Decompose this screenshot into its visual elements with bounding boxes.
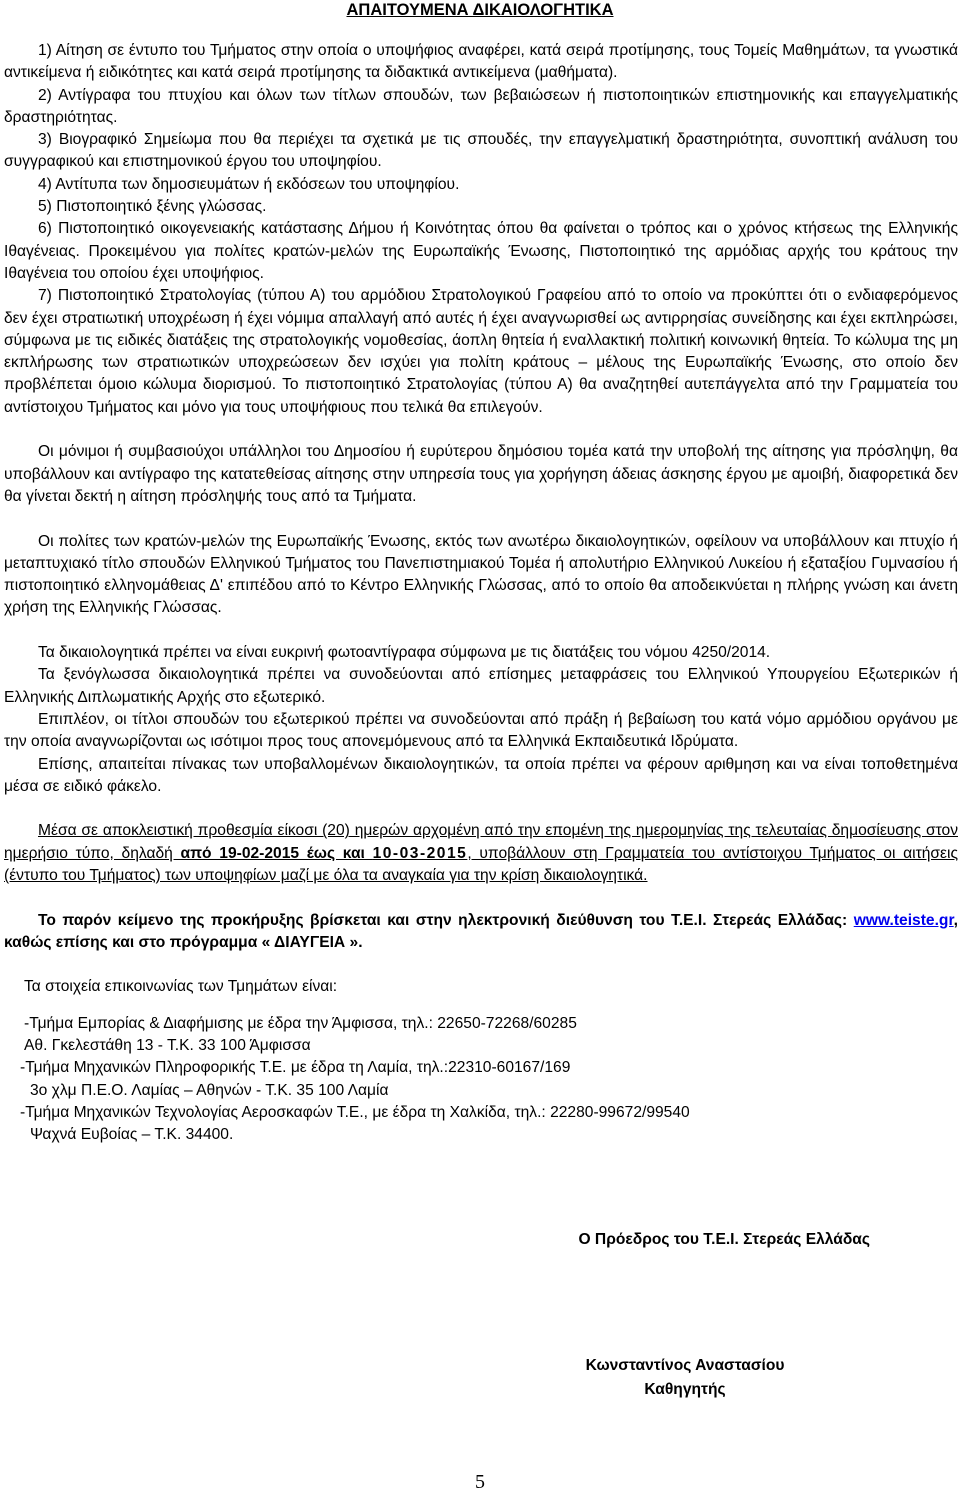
document-body [4,40,958,1147]
requirement-item-7: 7) Πιστοποιητικό Στρατολογίας (τύπου Α) του αρμόδιου Στρατολογικού Γραφείου από το οποίο να προκύπτει ότι ο ενδιαφερόμενος δεν έχει στρατιωτική υποχρέωση ή έχει νόμιμα απαλλαγή από αυτές ή έχει αναγνωρισθεί ως αντιρρησίας συνείδησης και έχει εκπληρώσει, σύμφωνα με τις ειδικές διατάξεις της στρατολογικής νομοθεσίας, άοπλη θητεία ή εναλλακτική πολιτική κοινωνική θητεία. Το κώλυμα της μη εκπλήρωσης των στρατιωτικών υποχρεώσεων δεν ισχύει για πολίτη κράτους – μέλους της Ευρωπαϊκής Ένωσης, στο οποίο δεν προβλέπεται όμοιο κώλυμα διορισμού. Το πιστοποιητικό Στρατολογίας (τύπου Α) θα αναζητηθεί αυτεπάγγελτα από την Γραμματεία του αντίστοιχου Τμήματος και μόνο για τους υποψήφιους που τελικά θα επιλεγούν. [4,287,958,416]
signature-block [560,1354,810,1402]
deadline-to-date: 10-03-2015 [372,844,468,862]
page-number: 5 [475,1471,485,1493]
contact-department-1: -Τμήμα Εμπορίας & Διαφήμισης με έδρα την Άμφισσα, τηλ.: 22650-72268/60285 [24,1014,577,1032]
requirement-item-4: 4) Αντίτυπα των δημοσιευμάτων ή εκδόσεων του υποψηφίου. [38,175,460,193]
signatory-title: Καθηγητής [644,1381,726,1398]
requirement-item-6: 6) Πιστοποιητικό οικογενειακής κατάστασης Δήμου ή Κοινότητας όπου θα φαίνεται ο τρόπος και ο χρόνος κτήσεως της Ελληνικής Ιθαγένειας. Προκειμένου για πολίτες κρατών-μελών της Ευρωπαϊκής Ένωσης, Πιστοποιητικό της αρμόδιας αρχής του κράτους την Ιθαγένεια του οποίου έχει υποψήφιος. [4,220,958,282]
requirement-item-2: 2) Αντίγραφα του πτυχίου και όλων των τίτλων σπουδών, των βεβαιώσεων ή πιστοποιητικών επιστημονικής και επαγγελματικής δραστηριότητας. [4,86,958,126]
page-title: ΑΠΑΙΤΟΥΜΕΝΑ ΔΙΚΑΙΟΛΟΓΗΤΙΚΑ [346,1,614,19]
contacts-intro: Τα στοιχεία επικοινωνίας των Τμημάτων είναι: [24,978,338,996]
contact-address-1: Αθ. Γκελεστάθη 13 - Τ.Κ. 33 100 Άμφισσα [24,1037,311,1055]
requirement-item-5: 5) Πιστοποιητικό ξένης γλώσσας. [38,198,267,216]
contact-address-2: 3ο χλμ Π.Ε.Ο. Λαμίας – Αθηνών - Τ.Κ. 35 100 Λαμία [30,1081,389,1099]
deadline-outro: , υποβάλλουν στη Γραμματεία του αντίστοιχου Τμήματος οι αιτήσεις (έντυπο του Τμήματος) των υποψηφίων μαζί με όλα τα αναγκαία για την κρίση δικαιολογητικά. [4,844,958,884]
deadline-intro: Μέσα σε αποκλειστική προθεσμία είκοσι (20) ημερών αρχομένη από την επομένη της ημερομηνίας της τελευταίας δημοσίευσης στον ημερήσιο τύπο, δηλαδή [4,822,958,862]
president-title: Ο Πρόεδρος του Τ.Ε.Ι. Στερεάς Ελλάδας [578,1231,870,1248]
note-foreign-degrees: Επιπλέον, οι τίτλοι σπουδών του εξωτερικού πρέπει να συνοδεύονται από πράξη ή βεβαίωση του κατά νόμο αρμόδιου οργάνου με την οποία αναγνωρίζονται ως ισότιμοι προς τους απονεμόμενους από τα Ελληνικά Εκπαιδευτικά Ιδρύματα. [4,710,958,751]
contacts-list [4,1013,958,1147]
note-translations: Τα ξενόγλωσσα δικαιολογητικά πρέπει να συνοδεύονται από επίσημες μεταφράσεις του Ελληνικού Υπουργείου Εξωτερικών ή Ελληνικής Διπλωματικής Αρχής στο εξωτερικό. [4,666,958,706]
note-copies: Τα δικαιολογητικά πρέπει να είναι ευκρινή φωτοαντίγραφα σύμφωνα με τις διατάξεις του νόμου 4250/2014. [38,644,771,662]
requirement-item-1: 1) Αίτηση σε έντυπο του Τμήματος στην οποία ο υποψήφιος αναφέρει, κατά σειρά προτίμησης, τους Τομείς Μαθημάτων, τα γνωστικά αντικείμενα ή ειδικότητες και κατά σειρά προτίμησης τα διδακτικά αντικείμενα (μαθήματα). [4,42,958,82]
contact-department-2: -Τμήμα Μηχανικών Πληροφορικής Τ.Ε. με έδρα τη Λαμία, τηλ.:22310-60167/169 [20,1059,571,1077]
contact-department-3: -Τμήμα Μηχανικών Τεχνολογίας Αεροσκαφών Τ.Ε., με έδρα τη Χαλκίδα, τηλ.: 22280-99672/99540 [20,1103,690,1121]
note-document-list: Επίσης, απαιτείται πίνακας των υποβαλλομένων δικαιολογητικών, τα οποία πρέπει να φέρουν αριθμηση και να είναι τοποθετημένα μέσα σε ειδικό φάκελο. [4,755,958,795]
eu-citizens-paragraph: Οι πολίτες των κρατών-μελών της Ευρωπαϊκής Ένωσης, εκτός των ανωτέρω δικαιολογητικών, οφείλουν να υποβάλλουν και πτυχίο ή μεταπτυχιακό τίτλο σπουδών Ελληνικού Τμήματος του Πανεπιστημιακού Τομέα ή απολυτήριο Ελληνικού Λυκείου ή εξαταξίου Γυμνασίου ή πιστοποιητικό ελληνομάθειας Δ' επιπέδου από το Κέντρο Ελληνικής Γλώσσας, από το οποίο θα αποδεικνύεται η πλήρης γνώση και άνετη χρήση της Ελληνικής Γλώσσας. [4,532,958,617]
requirement-item-3: 3) Βιογραφικό Σημείωμα που θα περιέχει τα σχετικά με τις σπουδές, την επαγγελματική δραστηριότητα, συνοπτική ανάλυση του συγγραφικού και επιστημονικού έργου του υποψηφίου. [4,131,958,171]
signatory-name: Κωνσταντίνος Αναστασίου [585,1357,785,1374]
teiste-link[interactable]: www.teiste.gr [853,911,954,929]
deadline-paragraph [4,820,958,887]
contact-address-3: Ψαχνά Ευβοίας – Τ.Κ. 34400. [30,1126,234,1144]
civil-servants-paragraph: Οι μόνιμοι ή συμβασιούχοι υπάλληλοι του Δημοσίου ή ευρύτερου δημόσιου τομέα κατά την υποβολή της αίτησης για πρόσληψη, θα υποβάλλουν και αντίγραφο της κατατεθείσας αίτησης στην υπηρεσία τους για χορήγηση άδειας άσκησης έργου με αμοιβή, διαφορετικά δεν θα γίνεται δεκτή η αίτηση πρόσληψής τους από τα Τμήματα. [4,443,958,505]
announcement-outro: , καθώς επίσης και στο πρόγραμμα « ΔΙΑΥΓΕΙΑ ». [4,911,958,951]
announcement-paragraph [4,910,958,955]
deadline-from-date: από 19-02-2015 έως και [180,844,373,862]
announcement-intro: Το παρόν κείμενο της προκήρυξης βρίσκεται και στην ηλεκτρονική διεύθυνση του Τ.Ε.Ι. Στερεάς Ελλάδας: [38,911,854,929]
